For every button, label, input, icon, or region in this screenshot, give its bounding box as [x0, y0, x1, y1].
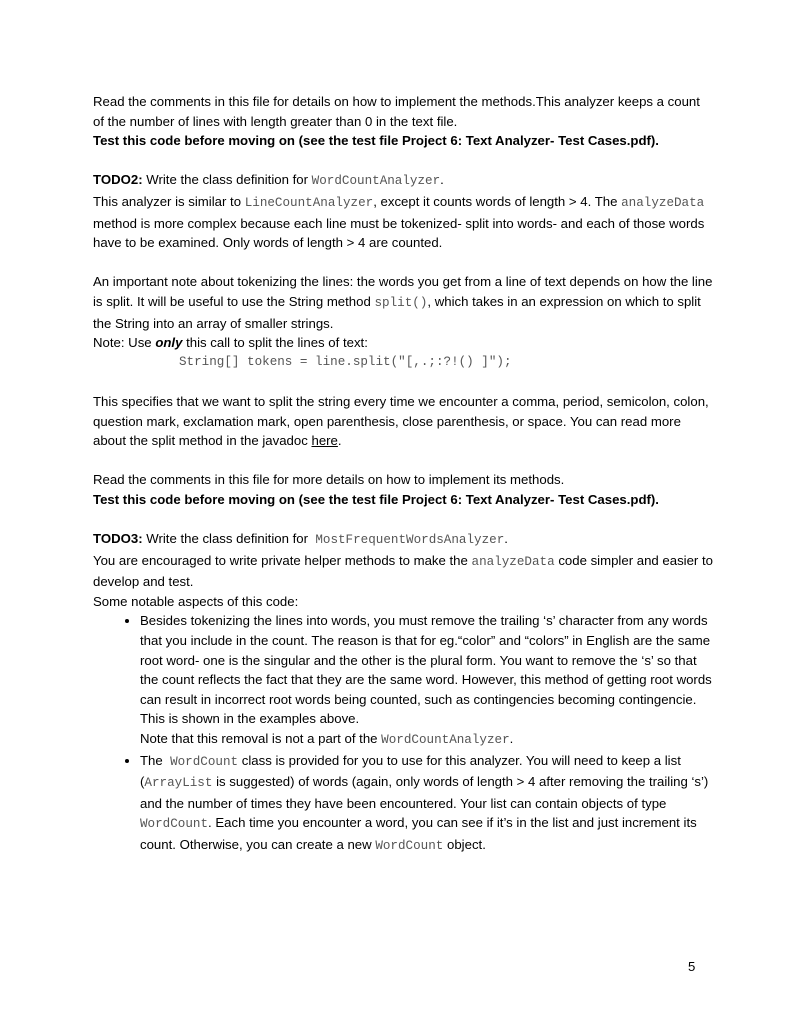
read-comments-paragraph: [93, 470, 713, 509]
split-desc-text: This specifies that we want to split the string every time we encounter a comma, period, semicolon, colon, question mark, exclamation mark, open parenthesis, close parenthesis, or space. You can read more about the split method in the javadoc: [93, 393, 709, 449]
intro-text: Read the comments in this file for details on how to implement the methods.This analyzer keeps a count of the number of lines with length greater than 0 in the text file.: [93, 94, 700, 129]
javadoc-link[interactable]: here: [311, 433, 338, 449]
bullet1-text: Besides tokenizing the lines into words, you must remove the trailing ‘s’ character from any words that you include in the count. The reason is that for eg.“color” and “colors” in English are the same root word- one is the singular and the other is the plural form. You want to remove the ‘s’ so that the count reflects the fact that they are the same word. However, this method of getting root words can result in incorrect root words being counted, such as contingencies becoming contingencie. This is shown in the examples above.: [140, 613, 712, 727]
todo2-text-b: , except it counts words of length > 4. The: [373, 193, 622, 209]
tokenize-note-a: Note: Use: [93, 335, 156, 351]
bullet2-code-wordcount-3: WordCount: [375, 838, 444, 853]
bullet2-d: . Each time you encounter a word, you can see if it’s in the list and just increment its count. Otherwise, you can create a new: [140, 815, 697, 852]
tokenize-code-split: split(): [374, 295, 428, 310]
todo3-code-analyzedata: analyzeData: [471, 554, 555, 569]
tokenize-text-a: An important note about tokenizing the lines: the words you get from a line of text depends on how the line is split. It will be useful to use the String method: [93, 274, 713, 309]
list-item: [140, 751, 713, 857]
todo3-class-name: MostFrequentWordsAnalyzer: [315, 533, 505, 548]
todo2-text-c: method is more complex because each line must be tokenized- split into words- and each of those words have to be examined. Only words of length > 4 are counted.: [93, 215, 705, 251]
todo3-label: TODO3:: [93, 531, 143, 547]
bullet1-note-b: .: [509, 731, 514, 746]
bullet2-code-wordcount: WordCount: [170, 754, 239, 769]
test-note-2: Test this code before moving on (see the test file Project 6: Text Analyzer- Test Cases.pdf).: [93, 491, 659, 507]
page-content: [93, 92, 713, 857]
notable-aspects-list: [93, 611, 713, 856]
todo2-code-analyzedata: analyzeData: [621, 195, 705, 210]
bullet1-note-code: WordCountAnalyzer: [381, 733, 510, 747]
tokenize-note-b: this call to split the lines of text:: [182, 335, 368, 351]
bullet2-a: The: [140, 752, 171, 768]
test-note: Test this code before moving on (see the test file Project 6: Text Analyzer- Test Cases.pdf).: [93, 133, 659, 149]
todo2-code-linecount: LineCountAnalyzer: [244, 195, 374, 210]
split-description-paragraph: [93, 392, 713, 451]
todo3-enc-a: You are encouraged to write private helper methods to make the: [93, 552, 472, 568]
bullet2-code-arraylist: ArrayList: [144, 776, 213, 791]
todo3-notable: Some notable aspects of this code:: [93, 593, 299, 609]
todo3-intro: Write the class definition for: [142, 531, 316, 547]
split-code-line: String[] tokens = line.split("[,.;:?!() ]");: [179, 354, 512, 369]
todo3-period: .: [504, 531, 508, 547]
bullet2-b: class is provided for you to use for this analyzer. You will need to keep a list (: [140, 752, 681, 790]
split-desc-end: .: [337, 433, 342, 449]
todo3-paragraph: [93, 529, 713, 611]
todo2-paragraph: [93, 170, 713, 252]
todo2-class-name: WordCountAnalyzer: [311, 174, 441, 189]
list-item: [140, 611, 713, 750]
read-comments-text: Read the comments in this file for more details on how to implement its methods.: [93, 472, 565, 488]
todo3-enc-b: code simpler and easier to develop and test.: [93, 552, 713, 590]
todo2-text-a: This analyzer is similar to: [93, 193, 245, 209]
intro-paragraph: [93, 92, 713, 151]
page-number: 5: [688, 959, 696, 974]
todo2-period: .: [440, 172, 444, 188]
tokenize-text-b: , which takes in an expression on which to split the String into an array of smaller strings.: [93, 293, 701, 331]
bullet2-c: is suggested) of words (again, only words of length > 4 after removing the trailing ‘s’) and the number of times they have been encountered. Your list can contain objects of type: [140, 774, 709, 811]
todo2-intro: Write the class definition for: [142, 172, 312, 188]
bullet2-code-wordcount-2: WordCount: [140, 817, 209, 832]
tokenize-note-only: only: [155, 335, 183, 351]
bullet1-note-a: Note that this removal is not a part of the: [140, 731, 382, 746]
bullet2-e: object.: [443, 836, 486, 852]
todo2-label: TODO2:: [93, 172, 143, 188]
tokenize-paragraph: [93, 272, 713, 352]
